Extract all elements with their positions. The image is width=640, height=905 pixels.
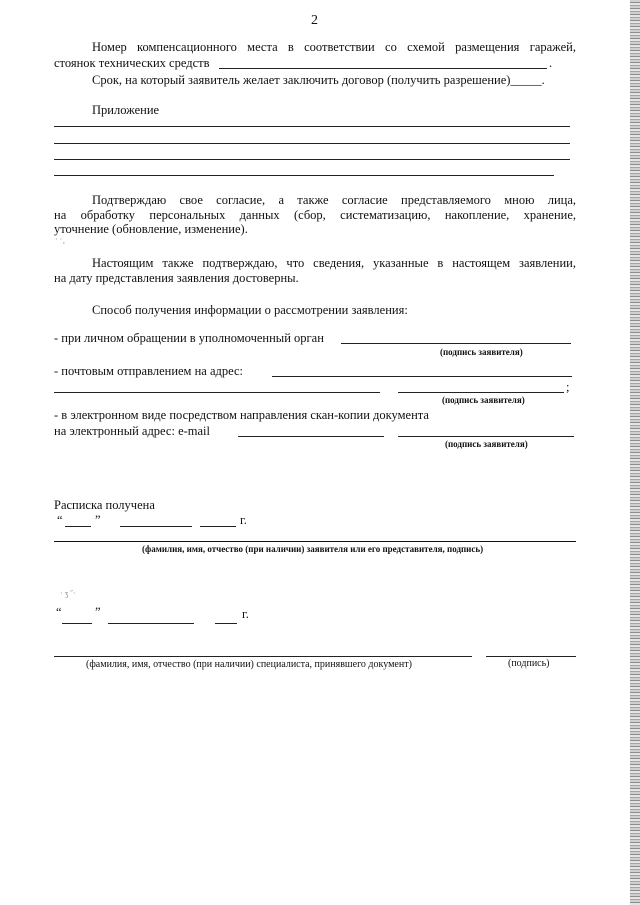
specialist-name-field[interactable] bbox=[54, 656, 472, 657]
personal-option-label: - при личном обращении в уполномоченный орган bbox=[54, 331, 324, 345]
parking-place-label-cont: стоянок технических средств bbox=[54, 56, 210, 70]
receipt-caption: (фамилия, имя, отчество (при наличии) заявителя или его представителя, подпись) bbox=[142, 544, 484, 554]
personal-signature-caption: (подпись заявителя) bbox=[440, 347, 523, 357]
attachment-line-3[interactable] bbox=[54, 159, 570, 160]
specialist-caption: (фамилия, имя, отчество (при наличии) специалиста, принявшего документ) bbox=[86, 659, 412, 670]
specialist-close-quote: ” bbox=[95, 605, 101, 619]
confirm-text-1: Настоящим также подтверждаю, что сведения, указанные в настоящем заявлении, bbox=[92, 256, 576, 270]
scan-speck: · ·¸ bbox=[55, 235, 65, 244]
receipt-name-signature-field[interactable] bbox=[54, 541, 576, 542]
electronic-signature-caption: (подпись заявителя) bbox=[445, 439, 528, 449]
consent-text-1: Подтверждаю свое согласие, а также согласие представляемого мною лица, bbox=[92, 193, 576, 207]
attachment-line-4[interactable] bbox=[54, 175, 554, 176]
postal-option-label: - почтовым отправлением на адрес: bbox=[54, 364, 243, 378]
receipt-title: Расписка получена bbox=[54, 498, 155, 512]
specialist-month-field[interactable] bbox=[108, 623, 194, 624]
personal-signature-field[interactable] bbox=[341, 343, 571, 344]
electronic-email-label: на электронный адрес: e-mail bbox=[54, 424, 210, 438]
specialist-day-field[interactable] bbox=[62, 623, 92, 624]
postal-signature-field[interactable] bbox=[398, 392, 564, 393]
consent-text-2: на обработку персональных данных (сбор, систематизацию, накопление, хранение, bbox=[54, 208, 576, 222]
consent-text-3: уточнение (обновление, изменение). bbox=[54, 222, 248, 236]
page-number: 2 bbox=[311, 13, 318, 28]
specialist-year-suffix: г. bbox=[242, 607, 249, 621]
email-field[interactable] bbox=[238, 436, 384, 437]
parking-place-field[interactable] bbox=[219, 68, 547, 69]
attachment-line-2[interactable] bbox=[54, 143, 570, 144]
receipt-month-field[interactable] bbox=[120, 526, 192, 527]
specialist-signature-caption: (подпись) bbox=[508, 658, 550, 669]
postal-address-field-1[interactable] bbox=[272, 376, 572, 377]
postal-address-field-2[interactable] bbox=[54, 392, 380, 393]
receipt-year-suffix: г. bbox=[240, 513, 247, 527]
postal-signature-caption: (подпись заявителя) bbox=[442, 395, 525, 405]
scan-edge bbox=[630, 0, 640, 905]
confirm-text-2: на дату представления заявления достоверны. bbox=[54, 271, 299, 285]
specialist-signature-field[interactable] bbox=[486, 656, 576, 657]
contract-term-label: Срок, на который заявитель желает заключить договор (получить разрешение)_____. bbox=[92, 73, 545, 87]
info-method-title: Способ получения информации о рассмотрении заявления: bbox=[92, 303, 408, 317]
specialist-year-field[interactable] bbox=[215, 623, 237, 624]
receipt-open-quote: “ bbox=[57, 513, 63, 527]
receipt-close-quote: ” bbox=[95, 513, 101, 527]
postal-semicolon: ; bbox=[566, 380, 570, 394]
receipt-day-field[interactable] bbox=[65, 526, 91, 527]
parking-place-period: . bbox=[549, 56, 553, 70]
scan-speck: · ʒ ˝· bbox=[60, 589, 76, 598]
electronic-signature-field[interactable] bbox=[398, 436, 574, 437]
attachment-line-1[interactable] bbox=[54, 126, 570, 127]
receipt-year-field[interactable] bbox=[200, 526, 236, 527]
attachment-title: Приложение bbox=[92, 103, 160, 117]
specialist-open-quote: “ bbox=[56, 605, 62, 619]
parking-place-label: Номер компенсационного места в соответствии со схемой размещения гаражей, bbox=[92, 40, 576, 54]
electronic-option-label: - в электронном виде посредством направления скан-копии документа bbox=[54, 408, 429, 422]
